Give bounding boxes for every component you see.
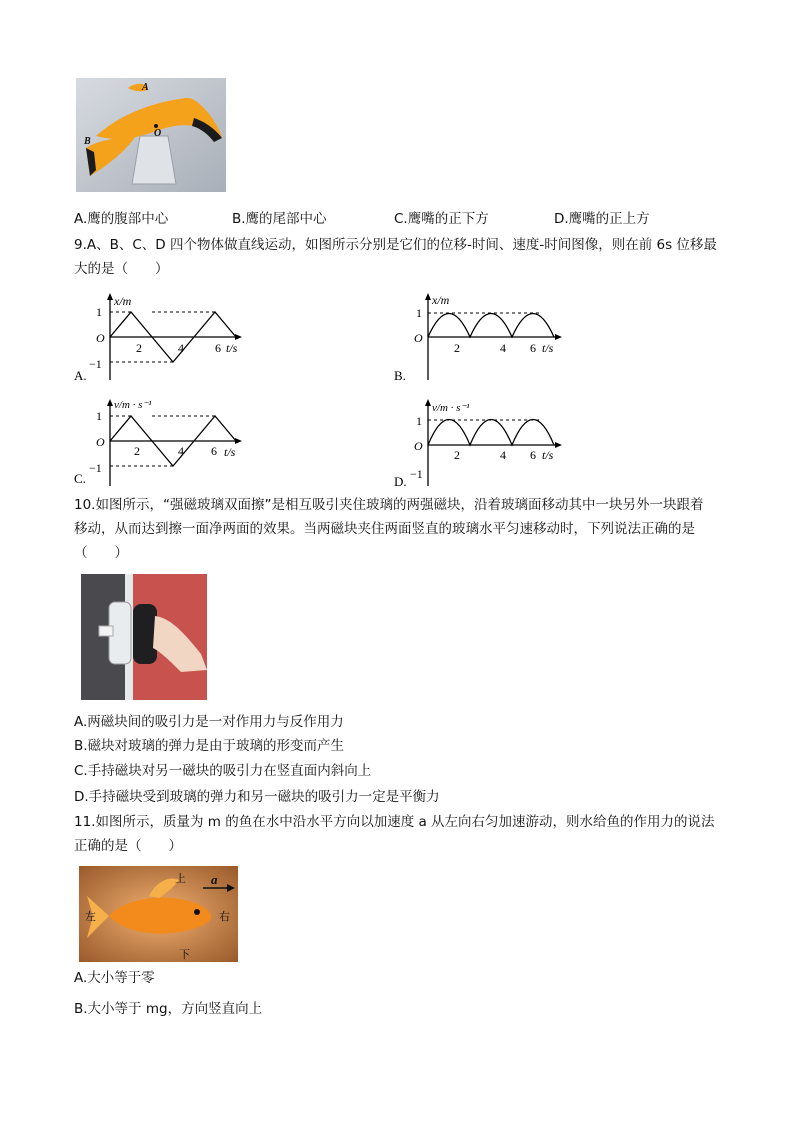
- graph-c-t4: 4: [178, 444, 184, 458]
- eagle-label-a: A: [142, 82, 149, 93]
- fish-label-right: 右: [219, 911, 230, 923]
- graph-c-option: C.: [74, 471, 86, 486]
- graph-a-ylabel: x/m: [114, 294, 132, 308]
- glass-wiper-figure: [81, 574, 207, 700]
- graph-a-t4: 4: [178, 341, 184, 355]
- q10-stem-line1: 10.如图所示，“强磁玻璃双面擦”是相互吸引夹住玻璃的两强磁块，沿着玻璃面移动其中一块另外一块跟着: [74, 497, 704, 513]
- q8-option-d: D.鹰嘴的正上方: [554, 211, 650, 227]
- graph-d-ylabel: v/m · s⁻¹: [432, 402, 470, 414]
- graph-d-t6: 6: [530, 448, 536, 462]
- q10-option-a: A.两磁块间的吸引力是一对作用力与反作用力: [74, 714, 344, 730]
- goldfish-figure: [79, 866, 238, 962]
- q11-stem-line1: 11.如图所示，质量为 m 的鱼在水中沿水平方向以加速度 a 从左向右匀加速游动，则水给鱼的作用力的说法: [74, 814, 715, 830]
- q11-option-b: B.大小等于 mg，方向竖直向上: [74, 1001, 263, 1017]
- fish-label-a: a: [211, 872, 218, 887]
- graph-b-origin: O: [414, 331, 423, 345]
- graph-c-xlabel: t/s: [224, 445, 236, 459]
- fish-label-left: 左: [85, 911, 96, 923]
- graph-d-option: D.: [394, 474, 407, 489]
- graph-d: [394, 396, 574, 491]
- graph-a-one: 1: [96, 305, 102, 319]
- graph-c: [74, 396, 254, 491]
- q8-option-c: C.鹰嘴的正下方: [394, 211, 489, 227]
- graph-a-neg-one: −1: [89, 357, 102, 371]
- graph-c-one: 1: [96, 409, 102, 423]
- graph-d-neg-one: −1: [410, 467, 423, 481]
- graph-b-one: 1: [416, 306, 422, 320]
- graph-d-one: 1: [416, 414, 422, 428]
- fish-label-up: 上: [175, 873, 186, 885]
- graph-c-t2: 2: [134, 444, 140, 458]
- graph-b-t2: 2: [454, 341, 460, 355]
- graph-a-origin: O: [96, 331, 105, 345]
- q8-option-b: B.鹰的尾部中心: [232, 211, 327, 227]
- graph-d-t4: 4: [500, 448, 506, 462]
- graph-d-t2: 2: [454, 448, 460, 462]
- graph-c-ylabel: v/m · s⁻¹: [114, 399, 152, 411]
- graph-b: [394, 290, 574, 385]
- graph-a-t2: 2: [136, 341, 142, 355]
- graph-a-option: A.: [74, 368, 87, 383]
- q10-stem-line2: 移动，从而达到擦一面净两面的效果。当两磁块夹住两面竖直的玻璃水平匀速移动时，下列说法正确的是: [74, 521, 695, 537]
- q9-stem-line2: 大的是（ ）: [74, 261, 169, 277]
- q10-option-d: D.手持磁块受到玻璃的弹力和另一磁块的吸引力一定是平衡力: [74, 789, 440, 805]
- q11-stem-line2: 正确的是（ ）: [74, 838, 182, 854]
- graph-b-t6: 6: [530, 341, 536, 355]
- q11-option-a: A.大小等于零: [74, 970, 155, 986]
- graph-a-t6: 6: [215, 341, 221, 355]
- graph-c-neg-one: −1: [89, 461, 102, 475]
- graph-b-xlabel: t/s: [542, 341, 554, 355]
- graph-d-origin: O: [414, 439, 423, 453]
- graph-c-t6: 6: [211, 444, 217, 458]
- graph-d-xlabel: t/s: [542, 448, 554, 462]
- q10-option-b: B.磁块对玻璃的弹力是由于玻璃的形变而产生: [74, 738, 345, 754]
- eagle-label-o: O: [154, 128, 162, 139]
- q10-stem-line3: （ ）: [74, 545, 128, 561]
- q9-stem-line1: 9.A、B、C、D 四个物体做直线运动，如图所示分别是它们的位移-时间、速度-时间图像，则在前 6s 位移最: [74, 237, 717, 253]
- graph-b-option: B.: [394, 368, 406, 383]
- eagle-label-b: B: [84, 136, 91, 147]
- q10-option-c: C.手持磁块对另一磁块的吸引力在竖直面内斜向上: [74, 763, 372, 779]
- graph-b-ylabel: x/m: [432, 293, 450, 307]
- graph-a: [74, 290, 254, 385]
- graph-c-origin: O: [96, 435, 105, 449]
- fish-label-down: 下: [179, 949, 190, 961]
- q8-option-a: A.鹰的腹部中心: [74, 211, 169, 227]
- graph-a-xlabel: t/s: [226, 341, 238, 355]
- eagle-figure: [76, 78, 226, 192]
- graph-b-t4: 4: [500, 341, 506, 355]
